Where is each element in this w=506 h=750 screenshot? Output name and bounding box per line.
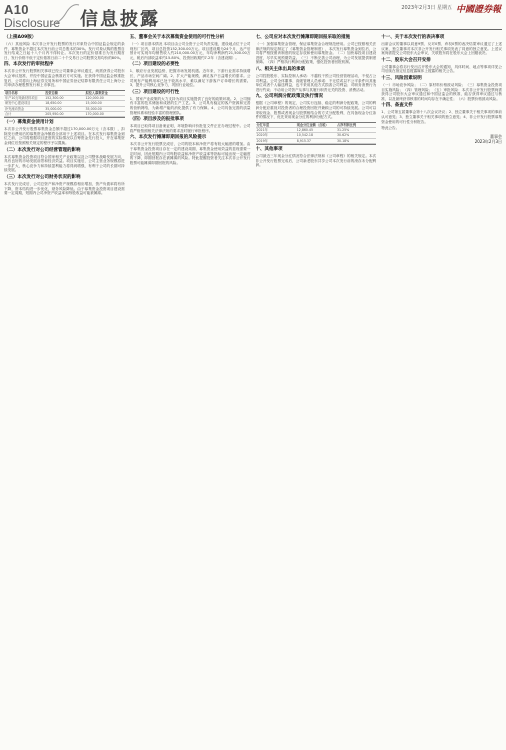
section-heading: （三）项目建设的可行性 — [129, 89, 180, 95]
table-cell: 30.18% — [337, 138, 350, 143]
table-cell: 30.62% — [337, 133, 350, 138]
body-paragraph: 公司控股股东、实际控制人承诺：不越权干预公司经营管理活动，不侵占公司利益。公司全体董事、高级管理人员承诺：不无偿或以不公平条件向其他单位或者个人输送利益，也不采用其他方式损害公司利益；对职务消费行为进行约束；不动用公司资产从事与其履行职责无关的投资、消费活动。 — [255, 73, 377, 92]
article-block — [4, 120, 125, 145]
section-heading: 四、本次发行的审批程序 — [4, 62, 54, 68]
table-cell: 拟投入募集资金 — [85, 90, 108, 95]
table-cell: 2020年 — [256, 133, 268, 138]
table-cell: 投资总额 — [45, 90, 58, 95]
body-paragraph: （一）加强募集资金管理，保证募集资金合理规范使用。公司已按照相关法律法规的规定制定了《募集资金管理制度》，本次发行募集资金到位后，公司将严格按照该制度的规定存放和使用募集资金。（二）加快募投项目建设进度，尽早实现预期效益。（三）不断完善公司治理，为公司发展提供制度保障。（四）严格执行利润分配政策，强化投资者回报机制。 — [255, 42, 377, 65]
signature-line: 董事会 — [490, 133, 502, 139]
text-column — [381, 33, 502, 745]
section-heading: 八、相关主体出具的承诺 — [255, 66, 305, 72]
section-heading: （二）本次发行对公司经营管理的影响 — [4, 147, 81, 153]
article-block — [381, 35, 502, 56]
table-row — [4, 112, 125, 117]
section-heading: 十一、关于本次发行的表决事项 — [381, 35, 445, 40]
table-cell: 研发中心建设项目 — [5, 101, 31, 106]
table-cell: 合计 — [5, 111, 12, 116]
body-paragraph: 本次发行完成后，公司总资产和净资产规模将相应增加，资产负债率将有所下降，资本结构进一步优化，财务风险降低。由于募集资金投资项目建设需要一定周期，短期内公司净资产收益率和每股收益可能被摊薄。 — [4, 181, 125, 196]
table-cell: 205,950.00 — [45, 111, 64, 116]
issue-date: 2023年2月3日 星期五 — [401, 5, 452, 11]
table-cell: 170,000.00 — [85, 111, 104, 116]
table-cell: 10,542.18 — [296, 133, 313, 138]
signature-block — [381, 134, 502, 145]
article-block — [4, 175, 125, 196]
article-block — [130, 135, 251, 165]
page-code: A10 — [4, 2, 29, 17]
article-block — [4, 35, 125, 60]
table-cell: 31.25% — [337, 128, 350, 133]
section-heading: 九、公司利润分配政策及执行情况 — [255, 94, 323, 100]
section-heading: 七、公司应对本次发行摊薄即期回报采取的措施 — [255, 35, 350, 40]
section-heading: （四）项目涉及的报批事项 — [129, 117, 184, 123]
body-paragraph: 根据《公司章程》的规定，公司实行连续、稳定的利润分配政策，公司的利润分配应重视对投资者的合理投资回报并兼顾公司的可持续发展。公司可以采取现金、股票或者现金与股票相结合的方式分配股利，在具备现金分红条件的情况下，优先采用现金分红的利润分配方式。 — [255, 101, 377, 120]
article-block — [256, 94, 377, 119]
body-paragraph: （六）其他风险 本次非公开发行股票的发行对象符合中国证监会规定的条件，募集资金不超过本次发行前公司总股本的30%。发行对象认购的股票自发行结束之日起十八个月内不得转让。本次发行的定价基准日为发行期首日，发行价格不低于定价基准日前二十个交易日公司股票交易均价的80%。 — [4, 42, 125, 60]
body-paragraph: 本次非公开发行股票募集资金总额不超过170,000.00万元（含本数），扣除发行费用后的募集资金净额将全部用于上述项目。在本次发行募集资金到位之前，公司将根据项目进度的实际情况以自筹资金先行投入，并在募集资金到位后按照相关规定的程序予以置换。 — [4, 127, 125, 146]
article-block — [130, 62, 251, 87]
section-name-en: Disclosure — [4, 16, 61, 30]
table-row — [256, 139, 377, 144]
body-paragraph: 出席会议的董事以同意9票、反对0票、弃权0票的表决结果审议通过了上述议案，独立董事对本次非公开发行相关事项发表了同意的独立意见。上述议案尚需提交公司股东大会审议，关联股东将在股东大会上回避表决。 — [381, 42, 502, 56]
text-column — [256, 33, 377, 745]
table-cell: 现金分红金额（含税） — [296, 122, 329, 127]
body-paragraph: 本次非公开发行股票完成后，公司的股本和净资产将有较大幅度的增加。由于募集资金投资项目存在一定的建设周期，募集资金使用效益的显现需要一定时间，因此短期内公司每股收益和净资产收益率等指标可能出现一定幅度的下降，即期回报存在被摊薄的风险。特此提醒投资者关注本次非公开发行股票可能摊薄即期回报的风险。 — [129, 142, 251, 165]
data-table — [256, 122, 377, 145]
section-heading: （三）本次发行对公司财务状况的影响 — [4, 174, 81, 180]
article-block — [381, 58, 502, 74]
body-paragraph: 特此公告。 — [381, 126, 400, 131]
article-block — [381, 126, 502, 131]
body-paragraph: （一）市场竞争风险；（二）原材料价格波动风险；（三）募集资金投资项目实施风险；（四）管理风险；（五）审批风险：本次非公开发行股票尚需获得公司股东大会审议通过和中国证监会的核准，能否获得审议通过与核准，以及最终获得核准的时间均存在不确定性；（六）股票价格波动风险。 — [381, 82, 502, 101]
body-paragraph: 公司最近三年现金分红情况符合法律法规和《公司章程》的相关规定。本次非公开发行股票完成后，公司新老股东共享公司本次发行前的滚存未分配利润。 — [255, 153, 377, 168]
table-cell: 12,860.45 — [296, 128, 313, 133]
section-heading: 十、其他事项 — [255, 146, 283, 152]
article-block — [256, 147, 377, 168]
body-paragraph: 本次非公开发行股票相关事项已经公司董事会审议通过，尚需获得公司股东大会审议批准，并经中国证监会核准后方可实施。在获得中国证监会核准批复后，公司将向上海证券交易所和中国证券登记结算有限责任公司上海分公司申请办理股票发行和上市事宜。 — [4, 69, 125, 88]
article-block — [4, 62, 125, 87]
article-block — [130, 117, 251, 133]
body-paragraph: 1、国家产业政策的大力支持为项目实施提供了良好的政策环境。2、公司拥有丰富的技术储备和成熟的生产工艺。3、公司具有稳定的客户资源和完善的营销网络，为新增产能的消化提供了有力保障。4、公司具备完善的质量管理体系和经验丰富的管理团队。 — [129, 96, 251, 115]
section-heading: 十二、股东大会召开安排 — [381, 57, 431, 63]
table-cell: 8,915.37 — [296, 138, 311, 143]
section-heading: （一）募集资金使用计划 — [4, 120, 54, 126]
table-cell: 15,000.00 — [85, 101, 102, 106]
body-paragraph: （一）项目基本情况 本项目由公司全资子公司负责实施，建设地点位于公司现有厂区内，项目总投资152,300.00万元。项目建设期为24个月，达产后预计可实现年均销售收入约210,000.00万元，年均净利润约21,500.00万元，税后内部收益率约15.80%，投资回收期约7.2年（含建设期）。 — [129, 42, 251, 60]
section-heading: （二）项目建设的必要性 — [129, 62, 180, 68]
article-block — [4, 90, 125, 118]
article-columns — [4, 33, 502, 745]
text-column — [130, 33, 251, 745]
table-cell: 分红年度 — [256, 122, 270, 127]
data-table — [4, 90, 125, 118]
article-block — [256, 35, 377, 65]
section-heading: 十三、风险因素说明 — [381, 75, 422, 81]
body-paragraph: 1、顺应行业发展趋势，把握市场发展机遇。近年来，下游行业需求持续增长，产品市场空间广阔。2、扩大产能规模，满足客户日益增长的需求。公司现有产能利用率已处于较高水平，难以满足下游客户订单增长的需要。3、提升公司核心竞争力，巩固行业地位。 — [129, 69, 251, 88]
table-cell: 152,300.00 — [45, 96, 64, 101]
table-cell: 占净利润比例 — [337, 122, 357, 127]
section-heading: 十四、备查文件 — [381, 103, 413, 109]
article-block — [381, 103, 502, 124]
section-heading: （上接A09版） — [4, 35, 37, 40]
article-block — [381, 76, 502, 101]
section-name-cn: 信息披露 — [80, 9, 160, 30]
signature-line: 2023年2月3日 — [474, 139, 502, 145]
text-column — [4, 33, 125, 745]
trend-curve-icon — [50, 3, 80, 27]
body-paragraph: 公司董事会将另行发出召开股东大会的通知，具体时间、地点等事项详见公司后续在指定信息披露媒体上披露的相关公告。 — [381, 64, 502, 74]
table-cell: 120,000.00 — [85, 96, 104, 101]
body-paragraph: 本项目已取得项目备案证明，环境影响评价批复文件正在办理过程中。公司将严格按照相关法律法规的要求及时履行审批程序。 — [129, 124, 251, 133]
table-cell: 年产10万吨新材料项目 — [5, 96, 38, 101]
table-cell: 2019年 — [256, 138, 268, 143]
masthead-divider — [4, 29, 502, 30]
article-block — [130, 90, 251, 115]
newspaper-logo: 中國證券報 — [455, 5, 501, 15]
table-cell: 35,000.00 — [85, 106, 102, 111]
body-paragraph: 1、公司第五届董事会第十八次会议决议；2、独立董事关于相关事项的事前认可意见；3、独立董事关于相关事项的独立意见；4、非公开发行股票募集资金使用的可行性分析报告。 — [381, 110, 502, 124]
table-cell: 项目名称 — [5, 90, 18, 95]
table-cell: 2021年 — [256, 128, 268, 133]
table-cell: 补充流动资金 — [5, 106, 25, 111]
article-block — [256, 122, 377, 145]
article-block — [256, 67, 377, 92]
section-heading: 六、本次发行摊薄即期回报的风险提示 — [129, 135, 207, 141]
article-block — [130, 35, 251, 60]
masthead — [0, 0, 506, 30]
article-block — [4, 148, 125, 173]
body-paragraph: 本次募集资金投资项目符合国家相关产业政策以及公司整体战略发展方向，具有良好的市场发展前景和经济效益。项目实施后，公司主营业务规模将进一步扩大，核心竞争力和持续盈利能力将得到增强，有利于公司的长期可持续发展。 — [4, 154, 125, 173]
table-cell: 18,650.00 — [45, 101, 62, 106]
table-cell: 35,000.00 — [45, 106, 62, 111]
section-heading: 五、董事会关于本次募集资金使用的可行性分析 — [129, 35, 225, 40]
